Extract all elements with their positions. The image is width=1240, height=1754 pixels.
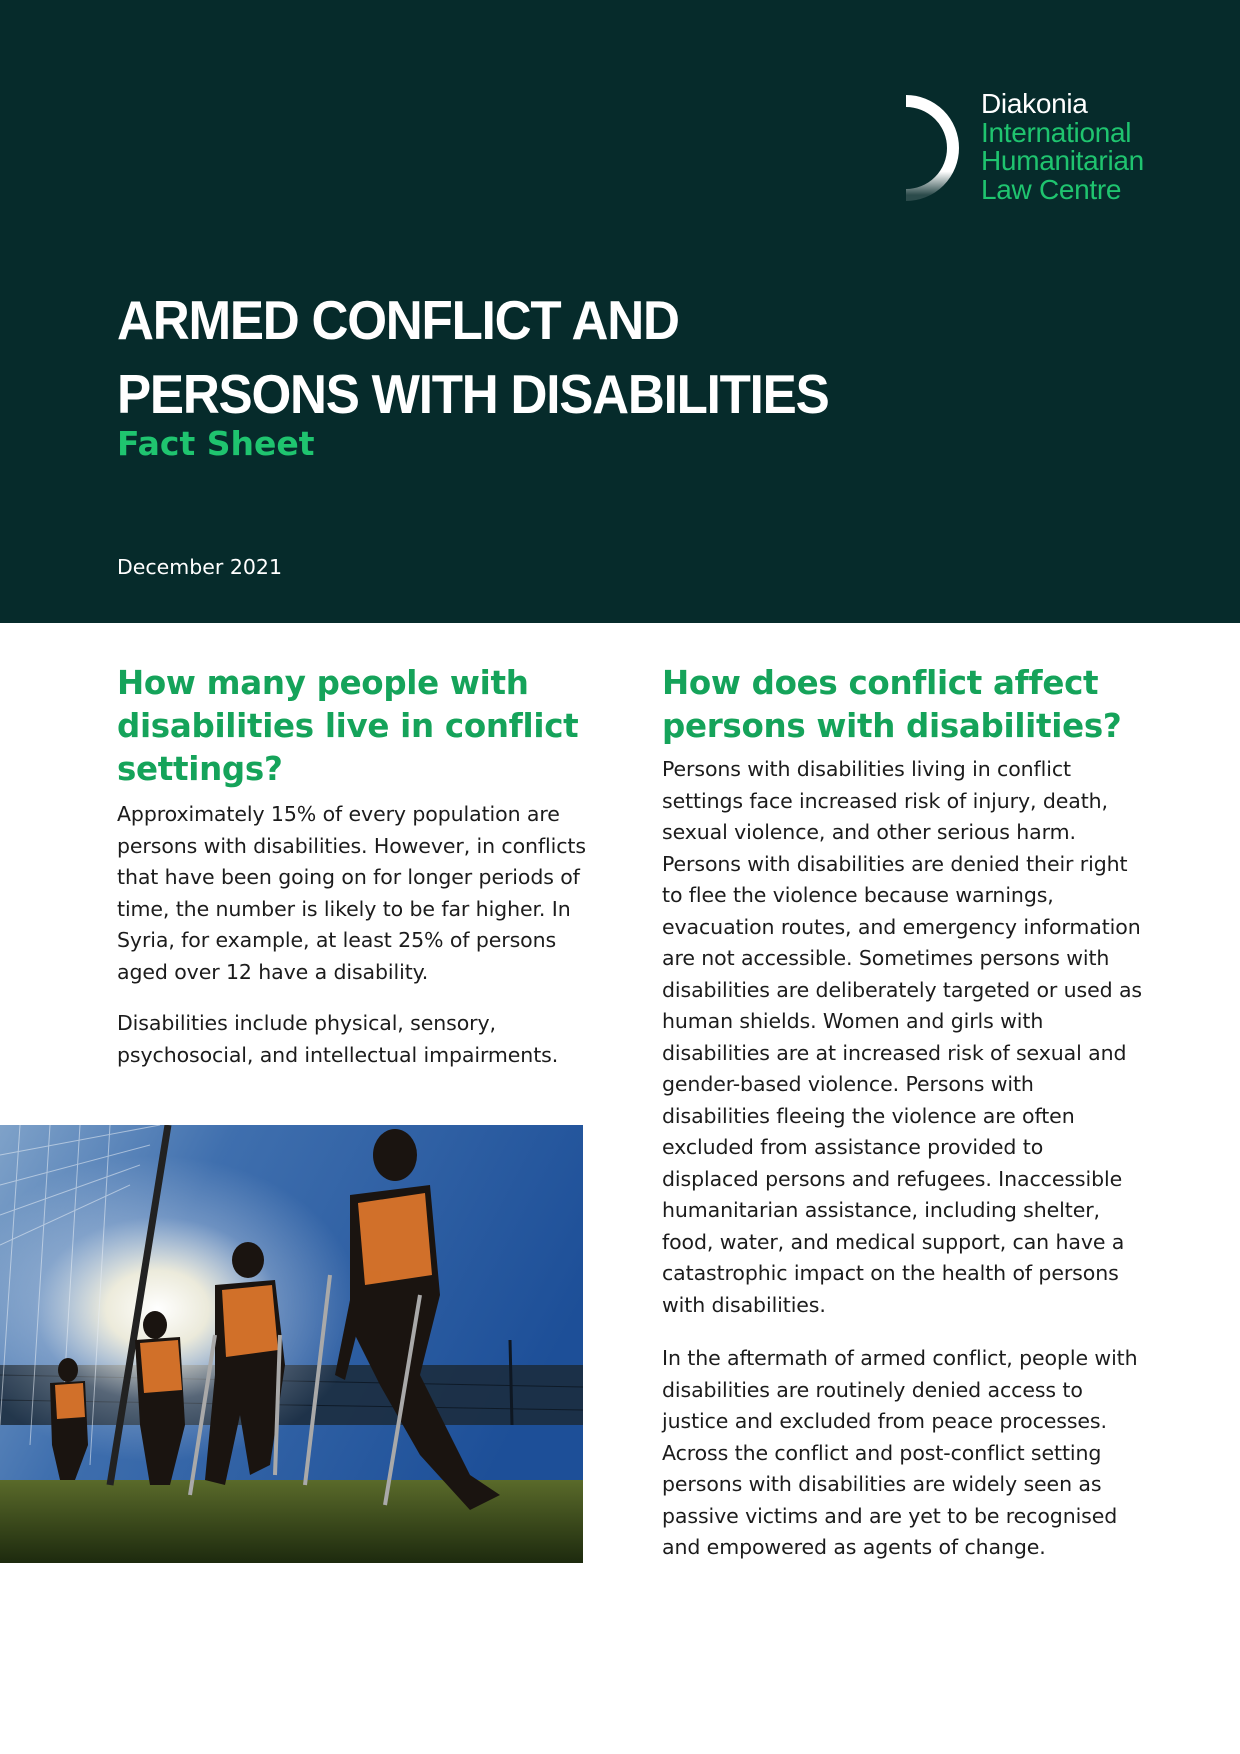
right-paragraph-1: Persons with disabilities living in conflict settings face increased risk of injury, death, sexual violence, and other serious harm. Persons with disabilities are denied their right to flee the violence because warnings, evacuation routes, and emergency information are not accessible. Sometimes persons with disabilities are deliberately targeted or used as human shields. Women and girls with disabilities are at increased risk of sexual and gender-based violence. Persons with disabilities fleeing the violence are often excluded from assistance provided to displaced persons and refugees. Inaccessible humanitarian assistance, including shelter, food, water, and medical support, can have a catastrophic impact on the health of persons with disabilities.: [662, 757, 1143, 1317]
logo-line-law-centre: Law Centre: [981, 173, 1122, 205]
right-column: [662, 662, 1142, 1564]
logo-line-humanitarian: Humanitarian: [981, 145, 1144, 176]
title-line-1: ARMED CONFLICT AND: [117, 289, 679, 351]
header-banner: [0, 0, 1240, 623]
right-paragraph-2: In the aftermath of armed conflict, people with disabilities are routinely denied access to justice and excluded from peace processes. Across the conflict and post-conflict setting persons with disabilities are widely seen as passive victims and are yet to be recognised and empowered as agents of change.: [662, 1346, 1138, 1559]
publication-date: December 2021: [117, 555, 282, 579]
title-line-2: PERSONS WITH DISABILITIES: [117, 363, 829, 425]
document-title: [117, 283, 829, 431]
logo-line-diakonia: Diakonia: [981, 88, 1088, 119]
document-subtitle: Fact Sheet: [117, 424, 315, 463]
left-paragraph-1: Approximately 15% of every population are persons with disabilities. However, in conflicts that have been going on for longer periods of time, the number is likely to be far higher. In Syria, for example, at least 25% of persons aged over 12 have a disability.: [117, 802, 586, 984]
photo-illustration: [0, 1125, 583, 1563]
amputee-football-photo: [0, 1125, 583, 1563]
arc-logo-mark-icon: [900, 93, 970, 203]
logo-wordmark: [981, 90, 1144, 204]
left-paragraph-2: Disabilities include physical, sensory, psychosocial, and intellectual impairments.: [117, 1011, 559, 1067]
left-section-heading: How many people with disabilities live in conflict settings?: [117, 664, 579, 788]
right-section-heading: How does conflict affect persons with disabilities?: [662, 664, 1122, 745]
diakonia-logo: [900, 90, 1160, 210]
left-column: [117, 662, 597, 1071]
logo-line-international: International: [981, 116, 1132, 148]
